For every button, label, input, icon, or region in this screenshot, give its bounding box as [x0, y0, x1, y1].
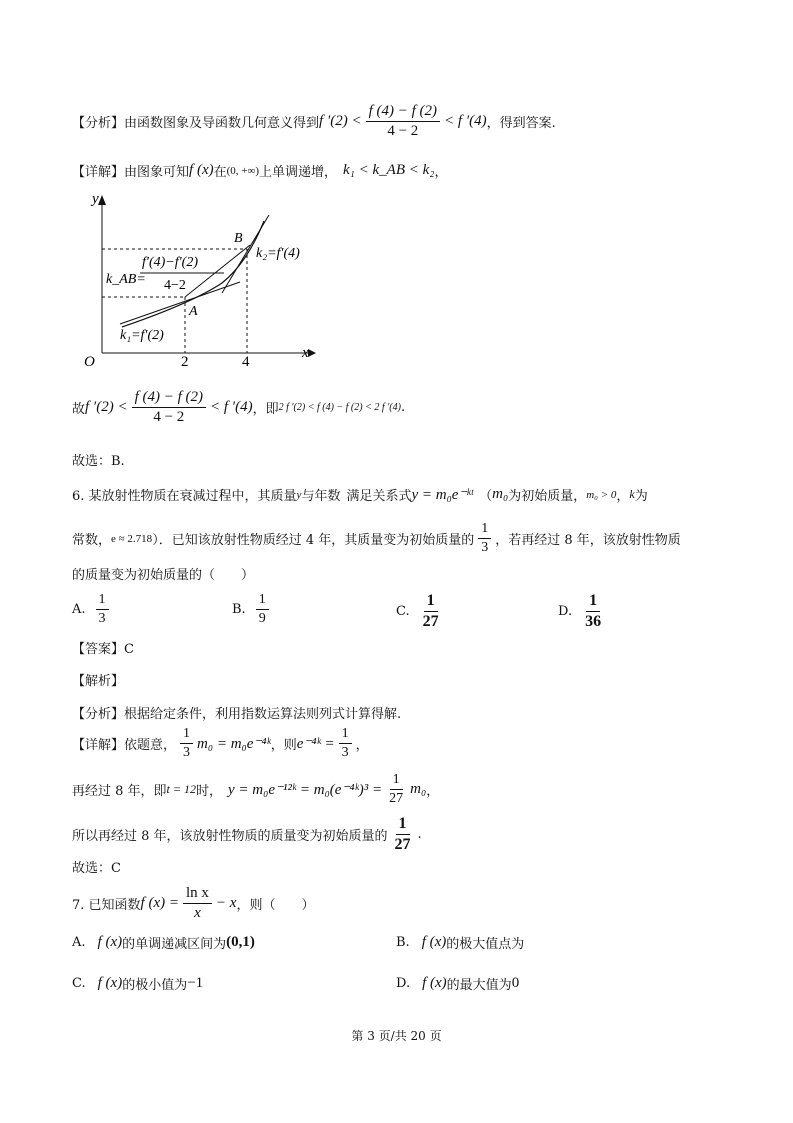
q6-eq1-fraction	[180, 726, 193, 761]
q6-text-e: 为初始质量，	[508, 489, 587, 504]
k1-label: k₁=f′(2)	[120, 328, 164, 343]
q7-rest: − x	[215, 895, 237, 912]
q6-step3-den: 27	[394, 836, 411, 854]
q6-option-c-num: 1	[424, 592, 438, 612]
q7-den: x	[194, 905, 201, 922]
q7-option-a-label: A.	[72, 935, 86, 950]
analysis-label: 【分析】	[72, 116, 125, 132]
q7-num: ln x	[183, 885, 212, 904]
conclusion-fraction-num: f (4) − f (2)	[132, 389, 206, 408]
q6-option-a-label: A.	[72, 602, 86, 618]
answer-b-line	[72, 450, 125, 469]
conclusion-inequality: 2 f ′(2) < f (4) − f (2) < 2 f ′(4)	[278, 402, 401, 414]
q7-stem-a: 7. 已知函数	[72, 898, 141, 914]
q6-option-c-den: 27	[422, 613, 439, 631]
q6-text-b: 与年数	[301, 489, 341, 504]
q6-final-line	[72, 857, 121, 876]
origin-label: O	[84, 354, 95, 370]
conclusion-mid: ，即	[252, 402, 279, 418]
analysis-lhs: f ′(2) <	[319, 113, 362, 130]
x-axis-arrow	[308, 349, 316, 357]
q7-option-c-math: −1	[187, 975, 204, 991]
q7-stem	[72, 885, 314, 923]
q6-text-a: 6. 某放射性物质在衰减过程中，其质量	[72, 489, 297, 504]
q7-stem-b: ，则（ ）	[236, 898, 315, 914]
conclusion-fraction-den: 4 − 2	[153, 409, 185, 426]
q7-fx: f (x) =	[140, 895, 179, 912]
q6-line2-a: 常数，	[72, 533, 112, 549]
q6-cond: m₀ > 0	[586, 488, 617, 501]
q6-eq1-rest: m₀ = m₀e⁻⁴ᵏ	[197, 736, 271, 753]
q6-step3-tail: .	[417, 827, 422, 843]
q6-e-approx: e ≈ 2.718	[111, 532, 153, 545]
q7-option-c[interactable]	[72, 974, 203, 993]
q6-step2-m0: m₀	[410, 781, 427, 798]
q7-option-c-text: 的极小值为	[122, 978, 188, 993]
detail-text2: 上单调递增，	[259, 165, 338, 180]
q6-answer-line	[72, 638, 134, 657]
detail-tail: ，	[434, 165, 448, 180]
q6-text-f: ，	[616, 489, 630, 504]
q6-option-d-num: 1	[586, 592, 600, 612]
q6-k: k	[629, 487, 635, 501]
q7-option-d-math: 0	[511, 975, 520, 991]
q6-step2-a: 再经过 8 年，即	[72, 784, 167, 800]
q6-eq1-b-num: 1	[339, 726, 352, 744]
q7-option-a-text: 的单调递减区间为	[122, 937, 227, 952]
q6-detail-text: 依题意，	[124, 738, 177, 754]
q6-option-b-den: 9	[258, 611, 266, 627]
q6-option-d-label: D.	[558, 604, 573, 620]
y-axis-arrow	[98, 195, 106, 205]
q6-eq1-den: 3	[183, 745, 191, 761]
q6-eq1-b-den: 3	[341, 745, 349, 761]
q7-option-b-label: B.	[396, 935, 410, 950]
q6-third-num: 1	[478, 521, 491, 539]
q6-line-2	[72, 521, 681, 556]
q6-step3-fraction	[392, 815, 414, 855]
analysis-fraction	[366, 103, 440, 141]
q6-detail-line	[72, 726, 369, 761]
q6-text-d: （	[479, 489, 493, 504]
q6-eq1-b-fraction	[339, 726, 352, 761]
q6-third-den: 3	[481, 540, 489, 556]
analysis-text: 由函数图象及导函数几何意义得到	[124, 116, 320, 132]
q6-analysis-line	[72, 703, 401, 722]
q6-step2-den: 27	[389, 791, 404, 807]
q7-option-a-f: f (x)	[97, 934, 123, 950]
detail-label: 【详解】	[72, 165, 125, 180]
q6-text-c: 满足关系式	[346, 489, 412, 504]
q6-step2-tail: ，	[426, 784, 440, 800]
q6-option-b-label: B.	[232, 602, 246, 618]
q6-eq1-num: 1	[180, 726, 193, 744]
point-a-label: A	[189, 304, 198, 319]
conclusion-tail: .	[400, 400, 406, 416]
q6-option-a[interactable]	[72, 592, 113, 627]
q7-option-d[interactable]	[396, 974, 519, 993]
q6-line3: 的质量变为初始质量的（ ）	[72, 568, 255, 583]
q6-step2-line	[72, 772, 439, 807]
q6-step3: 所以再经过 8 年，该放射性物质的质量变为初始质量的	[72, 829, 388, 845]
conclusion-rhs: < f ′(4)	[210, 399, 253, 416]
q7-fraction	[183, 885, 212, 923]
k2-label: k₂=f′(4)	[256, 246, 300, 261]
q6-option-c-fraction	[420, 592, 442, 632]
q6-option-a-den: 3	[98, 611, 106, 627]
secant-ab	[185, 245, 250, 297]
detail-line-1	[72, 161, 448, 180]
q6-text-g: 为	[634, 489, 648, 504]
q6-jiexi: 【解析】	[72, 674, 125, 689]
q6-eq1-mid: ，则	[270, 738, 297, 754]
analysis-rhs: < f ′(4)	[444, 113, 487, 130]
derivative-graph	[72, 185, 322, 375]
q6-line2-b: ）．已知该放射性物质经过 4 年，其质量变为初始质量的	[152, 533, 475, 549]
q7-option-b-text: 的极大值点为	[446, 937, 525, 952]
detail-text: 由图象可知	[124, 165, 190, 180]
detail-interval: (0, +∞)	[226, 164, 259, 177]
q7-option-d-label: D.	[396, 976, 411, 991]
q6-option-a-fraction	[96, 592, 109, 627]
q7-option-a-math: (0,1)	[226, 934, 255, 950]
q7-option-b-f: f (x)	[421, 934, 447, 950]
q6-analysis: 【分析】根据给定条件，利用指数运算法则列式计算得解.	[72, 707, 402, 722]
q6-option-d[interactable]	[558, 592, 608, 632]
q6-line2-c: ，若再经过 8 年，该放射性物质	[495, 533, 681, 549]
q6-option-d-fraction	[582, 592, 604, 632]
analysis-tail: ，得到答案.	[486, 116, 556, 132]
q7-option-d-f: f (x)	[422, 975, 447, 991]
kab-numerator: f′(4)−f′(2)	[142, 255, 198, 270]
q6-option-c[interactable]	[396, 592, 446, 632]
q6-option-a-num: 1	[96, 592, 109, 610]
q6-eq1-b: e⁻⁴ᵏ =	[296, 736, 335, 753]
conclusion-fraction	[132, 389, 206, 427]
q7-option-c-label: C.	[72, 976, 86, 991]
conclusion-line	[72, 389, 405, 427]
detail-in: 在	[213, 165, 227, 180]
q7-option-b[interactable]	[396, 933, 524, 952]
q6-option-b-num: 1	[256, 592, 269, 610]
q6-answer: 【答案】C	[72, 642, 134, 657]
q7-option-c-f: f (x)	[97, 975, 123, 991]
q6-step2-fraction	[386, 772, 406, 807]
y-axis-label: y	[92, 191, 99, 207]
q6-option-b[interactable]	[232, 592, 273, 627]
q6-option-c-label: C.	[396, 604, 410, 620]
q6-final: 故选：C	[72, 861, 121, 876]
q6-option-d-den: 36	[585, 613, 602, 631]
analysis-fraction-den: 4 − 2	[387, 123, 419, 140]
q6-step2-eq: y = m₀e⁻¹²ᵏ = m₀(e⁻⁴ᵏ)³ =	[228, 782, 383, 799]
detail-inequality: k₁ < k_AB < k₂	[343, 162, 435, 178]
x-tick-4: 4	[242, 354, 250, 370]
point-b-label: B	[234, 231, 243, 246]
q6-m0: m₀	[492, 486, 509, 502]
x-axis-label: x	[302, 345, 309, 361]
q6-jiexi-line	[72, 670, 124, 689]
q6-step3-line	[72, 815, 422, 855]
conclusion-lhs: f ′(2) <	[85, 399, 128, 416]
q6-y: y	[296, 488, 302, 501]
q6-line-3	[72, 564, 254, 583]
q6-detail-label: 【详解】	[72, 738, 125, 754]
analysis-line-1	[72, 103, 556, 141]
conclusion-prefix: 故	[72, 402, 86, 418]
q6-step3-num: 1	[396, 815, 410, 835]
q6-step2-num: 1	[390, 772, 403, 790]
kab-denominator: 4−2	[164, 278, 186, 293]
q6-step2-t: t = 12	[166, 782, 196, 797]
q6-step2-b: 时，	[195, 784, 222, 800]
q6-formula: y = m₀e⁻ᵏᵗ	[411, 487, 474, 503]
q6-line-1	[72, 485, 648, 504]
q6-option-b-fraction	[256, 592, 269, 627]
detail-fx: f (x)	[189, 162, 214, 178]
q6-third	[478, 521, 491, 556]
page-footer: 第 3 页/共 20 页	[351, 1029, 442, 1043]
q6-eq1-tail: ，	[355, 738, 369, 754]
kab-prefix: k_AB=	[106, 272, 146, 287]
q7-option-a[interactable]	[72, 933, 255, 952]
x-tick-2: 2	[181, 354, 189, 370]
answer-b: 故选：B.	[72, 454, 125, 469]
analysis-fraction-num: f (4) − f (2)	[366, 103, 440, 122]
q7-option-d-text: 的最大值为	[446, 978, 512, 993]
